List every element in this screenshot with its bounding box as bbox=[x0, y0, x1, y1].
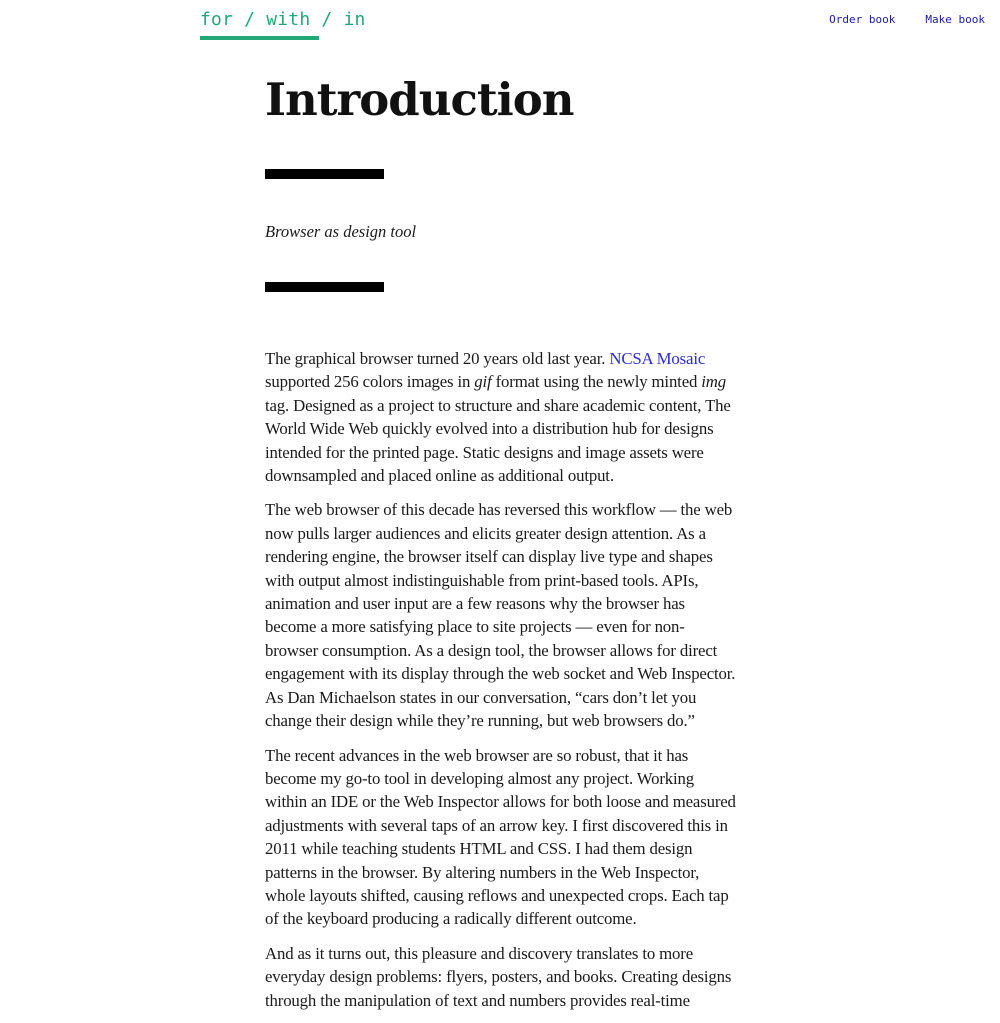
site-logo-link[interactable]: for / with / in bbox=[200, 9, 366, 30]
paragraph-1 bbox=[265, 347, 737, 487]
paragraph-4: And as it turns out, this pleasure and discovery translates to more everyday design problems: flyers, posters, and books. Creating designs through the manipulation of text and numbers provides real-time bbox=[265, 943, 732, 1010]
paragraph-1-text-d: tag. Designed as a project to structure and share academic content, The World Wide Web quickly evolved into a distribution hub for designs intended for the printed page. Static designs and image assets were downsampled and placed online as additional output. bbox=[265, 395, 731, 486]
img-term: img bbox=[701, 372, 727, 392]
top-nav bbox=[829, 13, 985, 26]
title-divider-bottom bbox=[265, 282, 384, 292]
gif-term: gif bbox=[474, 372, 492, 392]
title-divider-top bbox=[265, 169, 384, 179]
make-book-link[interactable]: Make book bbox=[925, 13, 985, 26]
page-title: Introduction bbox=[265, 73, 574, 126]
paragraph-1-text-b: supported 256 colors images in bbox=[265, 372, 475, 392]
paragraph-1-text-c: format using the newly minted bbox=[491, 372, 702, 392]
page-subtitle: Browser as design tool bbox=[265, 222, 417, 241]
paragraph-1-text-a: The graphical browser turned 20 years old last year. bbox=[265, 349, 610, 368]
order-book-link[interactable]: Order book bbox=[829, 13, 896, 26]
article-body bbox=[265, 347, 737, 1023]
paragraph-3: The recent advances in the web browser are so robust, that it has become my go-to tool in developing almost any project. Working within an IDE or the Web Inspector allows for both loose and measured adjustments with several taps of an arrow key. I first discovered this in 2011 while teaching students HTML and CSS. I had them design patterns in the browser. By altering numbers in the Web Inspector, whole layouts shifted, causing reflows and unexpected crops. Each tap of the keyboard producing a radically different outcome. bbox=[265, 745, 736, 929]
logo-underline bbox=[200, 36, 319, 40]
paragraph-2: The web browser of this decade has reversed this workflow — the web now pulls larger audiences and elicits greater design attention. As a rendering engine, the browser itself can display live type and shapes with output almost indistinguishable from print-based tools. APIs, animation and user input are a few reasons why the browser has become a more satisfying place to site projects — even for non-browser consumption. As a design tool, the browser allows for direct engagement with its display through the web socket and Web Inspector. As Dan Michaelson states in our conversation, “cars don’t let you change their design while they’re running, but web browsers do.” bbox=[265, 500, 736, 731]
ncsa-mosaic-link[interactable]: NCSA Mosaic bbox=[609, 349, 706, 368]
